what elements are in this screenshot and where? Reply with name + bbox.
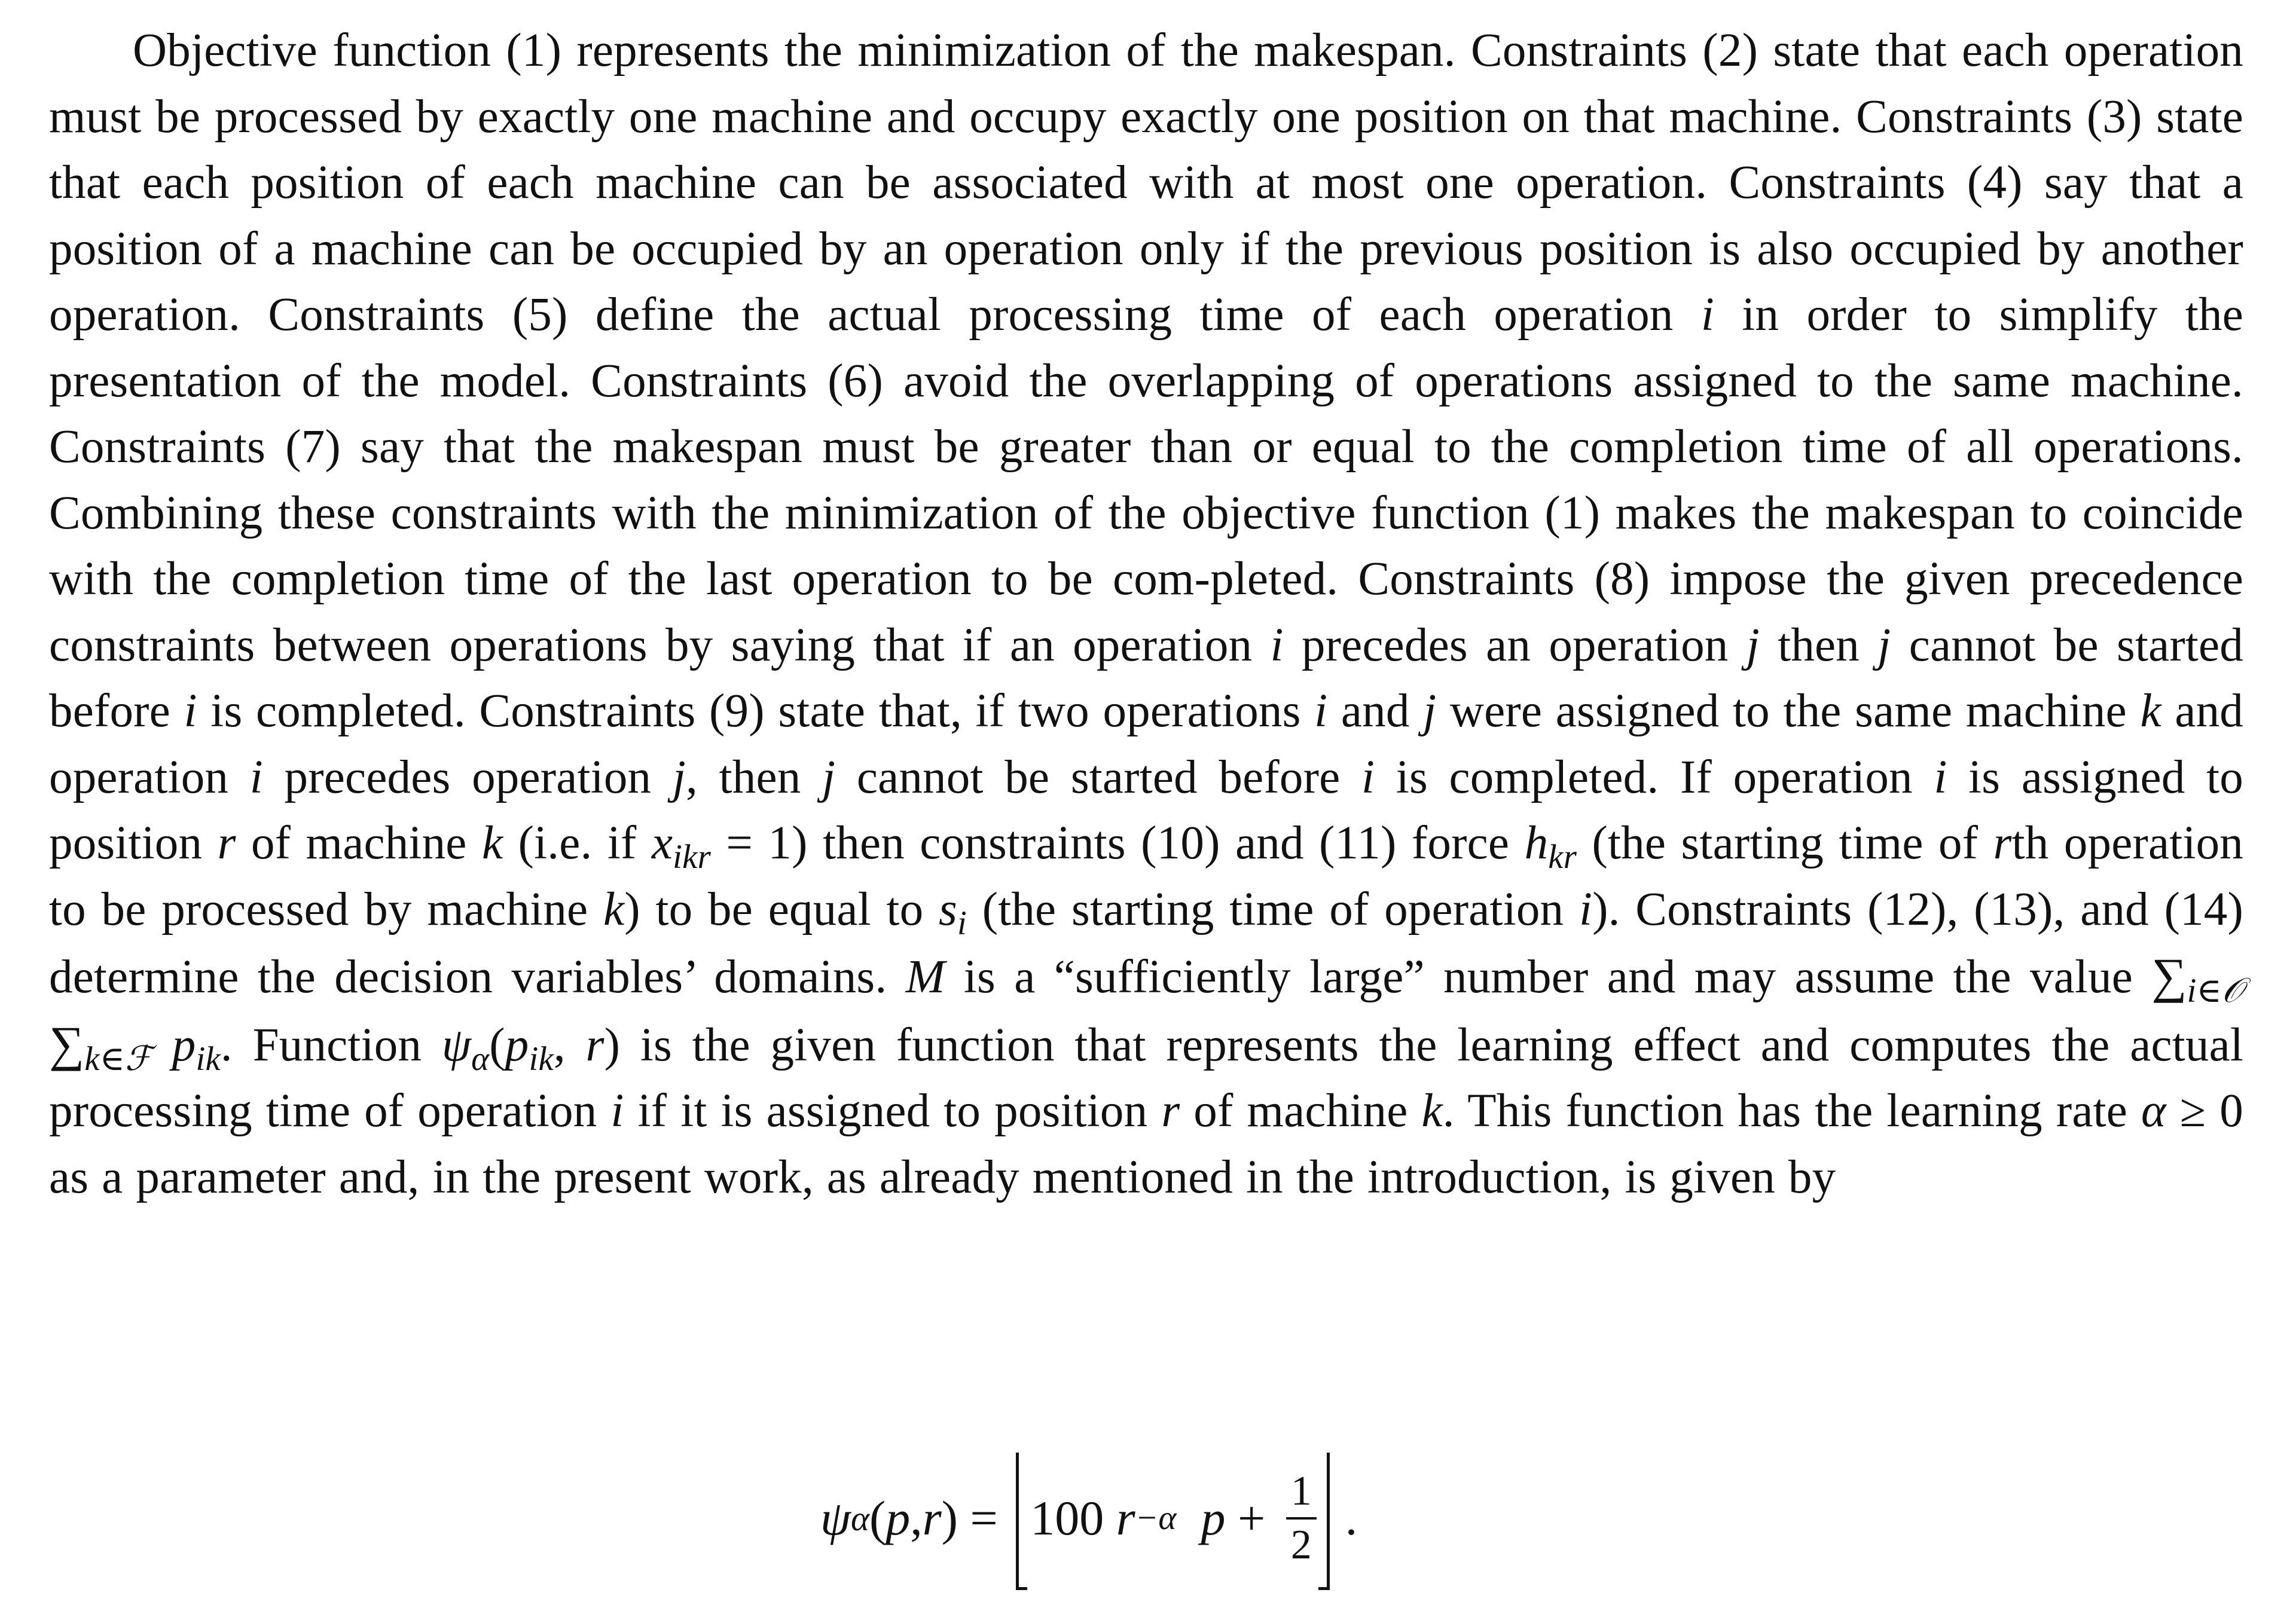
text-run: th operation to be processed by machine bbox=[49, 817, 2243, 936]
close-paren: ) bbox=[941, 1491, 958, 1545]
text-run: and bbox=[1327, 685, 1424, 737]
plus-sign: + bbox=[1225, 1491, 1278, 1545]
equals-sign: = bbox=[957, 1491, 1010, 1545]
equation-content: ψ α ( p , r ) = 100 r −α p + $\frac{1}{2}$ . bbox=[820, 1429, 1357, 1608]
equation-period: . bbox=[1345, 1491, 1358, 1545]
text-run: precedes operation bbox=[262, 751, 673, 803]
text-run: of machine bbox=[236, 817, 482, 869]
body-paragraph bbox=[49, 18, 2243, 1210]
math-symbol: k bbox=[2140, 685, 2161, 737]
text-run: . This function has the learning rate bbox=[1442, 1085, 2142, 1137]
math-subscript: ikr bbox=[673, 837, 711, 876]
text-run: ) is the given function that represents the learning effect and computes the actual processing time of operation bbox=[49, 1019, 2243, 1137]
text-run: = 1) then constraints (10) and (11) force bbox=[710, 817, 1525, 869]
fraction-denominator: 2 bbox=[1286, 1517, 1317, 1566]
math-symbol: r bbox=[585, 1019, 604, 1071]
math-symbol: i bbox=[1700, 289, 1714, 341]
math-symbol: j bbox=[672, 751, 686, 803]
math-symbol: j bbox=[1746, 619, 1760, 671]
text-run: then bbox=[1759, 619, 1878, 671]
summation-symbol: ∑ bbox=[49, 1016, 85, 1071]
math-symbol: r bbox=[1993, 817, 2012, 869]
text-run: of machine bbox=[1180, 1085, 1422, 1137]
text-run: ( bbox=[489, 1019, 505, 1071]
math-subscript: i bbox=[957, 904, 967, 942]
document-page bbox=[49, 18, 2243, 1568]
floor-bracket: 100 r −α p + $\frac{1}{2}$ bbox=[1016, 1447, 1330, 1590]
fraction bbox=[1286, 1468, 1317, 1568]
math-symbol: k bbox=[481, 817, 503, 869]
math-symbol: r bbox=[217, 817, 236, 869]
math-symbol: i bbox=[1578, 883, 1593, 936]
math-symbol: i bbox=[1314, 685, 1328, 737]
math-symbol: k bbox=[603, 883, 625, 936]
text-run: ). Constraints (12), (13), and (14) determine the decision variables’ domains. bbox=[49, 883, 2243, 1003]
text-run: (i.e. if bbox=[503, 817, 652, 869]
math-subscript: k∈ℱ bbox=[84, 1040, 152, 1078]
math-symbol: i bbox=[1361, 751, 1375, 803]
math-symbol: p bbox=[172, 1019, 196, 1071]
math-symbol: ψ bbox=[441, 1019, 472, 1071]
open-paren: ( bbox=[869, 1491, 886, 1545]
term-p: p bbox=[1201, 1491, 1226, 1545]
text-run: if it is assigned to position bbox=[624, 1085, 1162, 1137]
text-run: were assigned to the same machine bbox=[1436, 685, 2141, 737]
math-subscript: ik bbox=[529, 1040, 554, 1078]
math-symbol: s bbox=[939, 883, 957, 936]
math-symbol: j bbox=[1423, 685, 1437, 737]
math-symbol: x bbox=[651, 817, 673, 869]
text-run: is assigned to position bbox=[49, 751, 2243, 869]
math-symbol: i bbox=[249, 751, 263, 803]
text-run: ≥ 0 as a parameter and, in the present work, as already mentioned in the introduction, is given by bbox=[49, 1085, 2243, 1203]
fraction-numerator: 1 bbox=[1290, 1468, 1312, 1514]
text-run: and operation bbox=[49, 685, 2243, 803]
summation-symbol: ∑ bbox=[2151, 948, 2187, 1003]
psi-symbol: ψ bbox=[820, 1491, 851, 1545]
arg-comma: , bbox=[910, 1491, 923, 1545]
math-symbol: α bbox=[2141, 1085, 2166, 1137]
text-run: Objective function (1) represents the minimization of the makespan. Constraints (2) state that each operation must be processed by exactly one machine and occupy exactly one position on that machine. Constraints (3) state that each position of each machine can be associated with at most one operation. Constraints (4) say that a position of a machine can be occupied by an operation only if the previous position is also occupied by another operation. Constraints (5) define the actual processing time of each operation bbox=[49, 25, 2243, 341]
math-symbol: h bbox=[1524, 817, 1549, 869]
base-r: r bbox=[1116, 1491, 1135, 1545]
coefficient: 100 bbox=[1030, 1491, 1104, 1545]
math-subscript: α bbox=[471, 1040, 490, 1078]
text-run: cannot be started before bbox=[49, 619, 2243, 737]
text-run: , bbox=[553, 1019, 586, 1071]
math-symbol: i bbox=[184, 685, 197, 737]
text-run: in order to simplify the presentation of the model. Constraints (6) avoid the overlapping of operations assigned to the same machine. Constraints (7) say that the makespan must be greater than or equal to the completion time of all operations. Combining these constraints with the minimization of the objective function (1) makes the makespan to coincide with the completion time of the last operation to be com-pleted. Constraints (8) impose the given precedence constraints between operations by saying that if an operation bbox=[49, 289, 2243, 671]
text-run: precedes an operation bbox=[1283, 619, 1747, 671]
text-run: is completed. Constraints (9) state that, if two operations bbox=[197, 685, 1315, 737]
text-run bbox=[152, 1019, 172, 1071]
display-equation bbox=[49, 1429, 2243, 1608]
math-subscript: kr bbox=[1548, 837, 1577, 876]
math-symbol: i bbox=[1270, 619, 1284, 671]
text-run: is completed. If operation bbox=[1375, 751, 1934, 803]
text-run: is a “sufficiently large” number and may assume the value bbox=[945, 951, 2152, 1003]
text-run: (the starting time of bbox=[1577, 817, 1993, 869]
text-run: ) to be equal to bbox=[624, 883, 939, 936]
arg-r: r bbox=[922, 1491, 942, 1545]
math-subscript: ik bbox=[196, 1040, 221, 1078]
math-symbol: i bbox=[1934, 751, 1947, 803]
math-symbol: r bbox=[1161, 1085, 1180, 1137]
math-symbol: j bbox=[822, 751, 836, 803]
text-run: (the starting time of operation bbox=[967, 883, 1579, 936]
math-symbol: j bbox=[1877, 619, 1891, 671]
arg-p: p bbox=[886, 1491, 911, 1545]
math-subscript: i∈𝒪 bbox=[2187, 971, 2243, 1010]
math-symbol: k bbox=[1421, 1085, 1443, 1137]
math-symbol: i bbox=[610, 1085, 624, 1137]
math-symbol: M bbox=[905, 951, 945, 1003]
text-run: cannot be started before bbox=[835, 751, 1362, 803]
text-run: , then bbox=[686, 751, 823, 803]
text-run: . Function bbox=[220, 1019, 442, 1071]
math-symbol: p bbox=[505, 1019, 529, 1071]
